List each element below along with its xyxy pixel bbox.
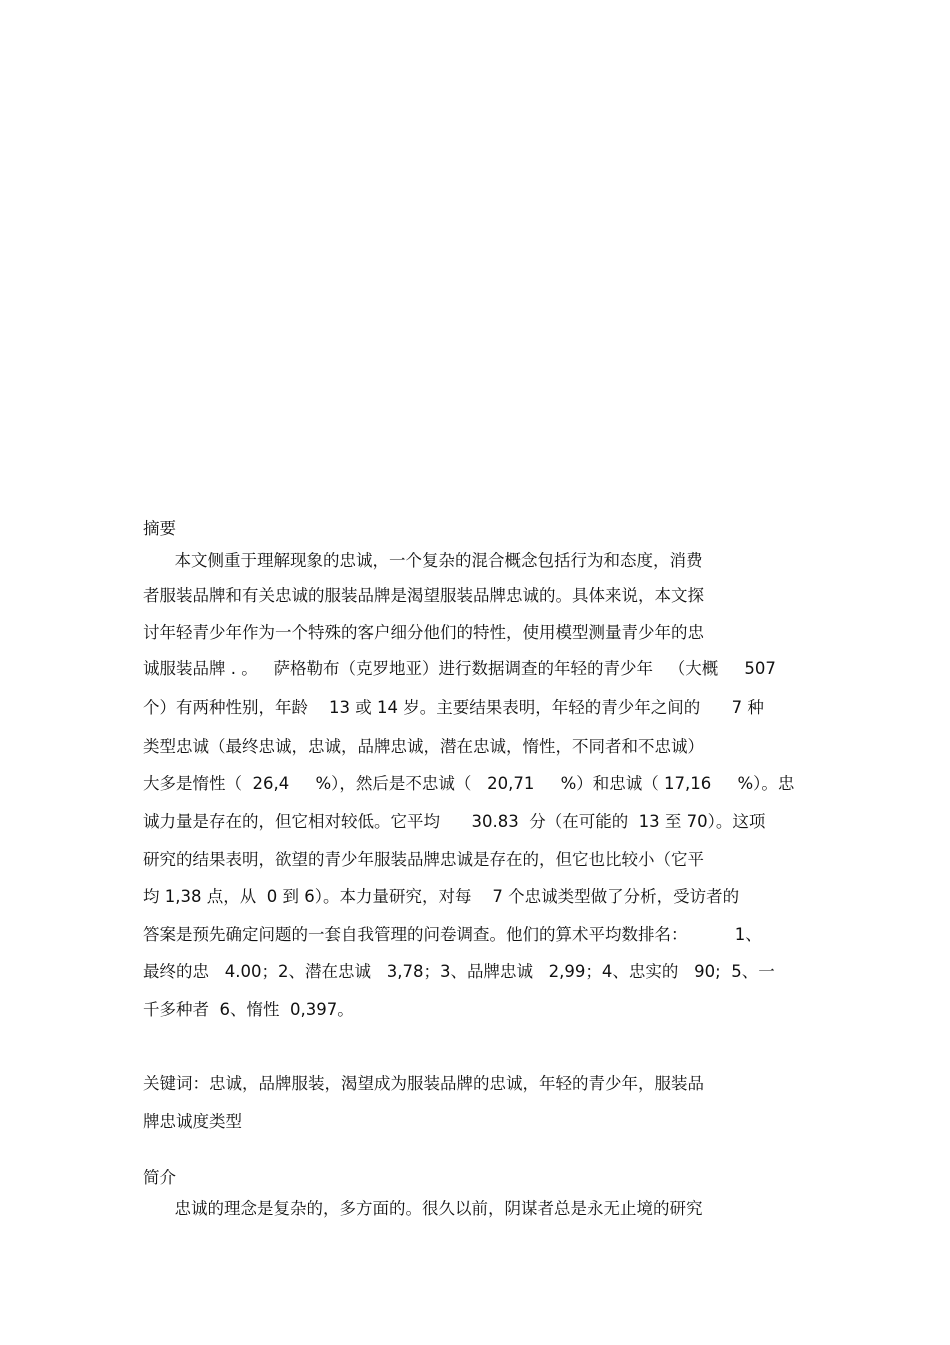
introduction-heading: 简介 bbox=[143, 1168, 176, 1187]
abstract-line: 诚力量是存在的，但它相对较低。它平均 30.83 分（在可能的 13 至 70）。这项 bbox=[143, 812, 766, 831]
keywords-line: 关键词：忠诚，品牌服装，渴望成为服装品牌的忠诚，年轻的青少年，服装品 bbox=[143, 1074, 704, 1093]
abstract-line: 千多种者 6、惰性 0,397。 bbox=[143, 1000, 354, 1019]
abstract-heading: 摘要 bbox=[143, 519, 176, 538]
keywords-line: 牌忠诚度类型 bbox=[143, 1112, 242, 1131]
abstract-line: 均 1,38 点，从 0 到 6）。本力量研究，对每 7 个忠诚类型做了分析，受访者的 bbox=[143, 887, 740, 906]
abstract-line: 大多是惰性（ 26,4 %），然后是不忠诚（ 20,71 %）和忠诚（ 17,16 %）。忠 bbox=[143, 774, 795, 793]
abstract-line: 答案是预先确定问题的一套自我管理的问卷调查。他们的算术平均数排名： 1、 bbox=[143, 925, 762, 944]
abstract-line: 诚服装品牌 . 。 萨格勒布（克罗地亚）进行数据调查的年轻的青少年 （大概 507 bbox=[143, 659, 776, 678]
abstract-line: 最终的忠 4.00；2、潜在忠诚 3,78；3、品牌忠诚 2,99；4、忠实的 90; 5、一 bbox=[143, 962, 775, 981]
abstract-line: 研究的结果表明，欲望的青少年服装品牌忠诚是存在的，但它也比较小（它平 bbox=[143, 850, 704, 869]
abstract-line: 类型忠诚（最终忠诚，忠诚，品牌忠诚，潜在忠诚，惰性，不同者和不忠诚） bbox=[143, 737, 704, 756]
abstract-line: 本文侧重于理解现象的忠诚，一个复杂的混合概念包括行为和态度，消费 bbox=[143, 551, 703, 570]
abstract-line: 个）有两种性别，年龄 13 或 14 岁。主要结果表明，年轻的青少年之间的 7 种 bbox=[143, 698, 764, 717]
abstract-line: 者服装品牌和有关忠诚的服装品牌是渴望服装品牌忠诚的。具体来说，本文探 bbox=[143, 586, 704, 605]
introduction-line: 忠诚的理念是复杂的，多方面的。很久以前，阴谋者总是永无止境的研究 bbox=[143, 1199, 703, 1218]
abstract-line: 讨年轻青少年作为一个特殊的客户细分他们的特性，使用模型测量青少年的忠 bbox=[143, 623, 704, 642]
